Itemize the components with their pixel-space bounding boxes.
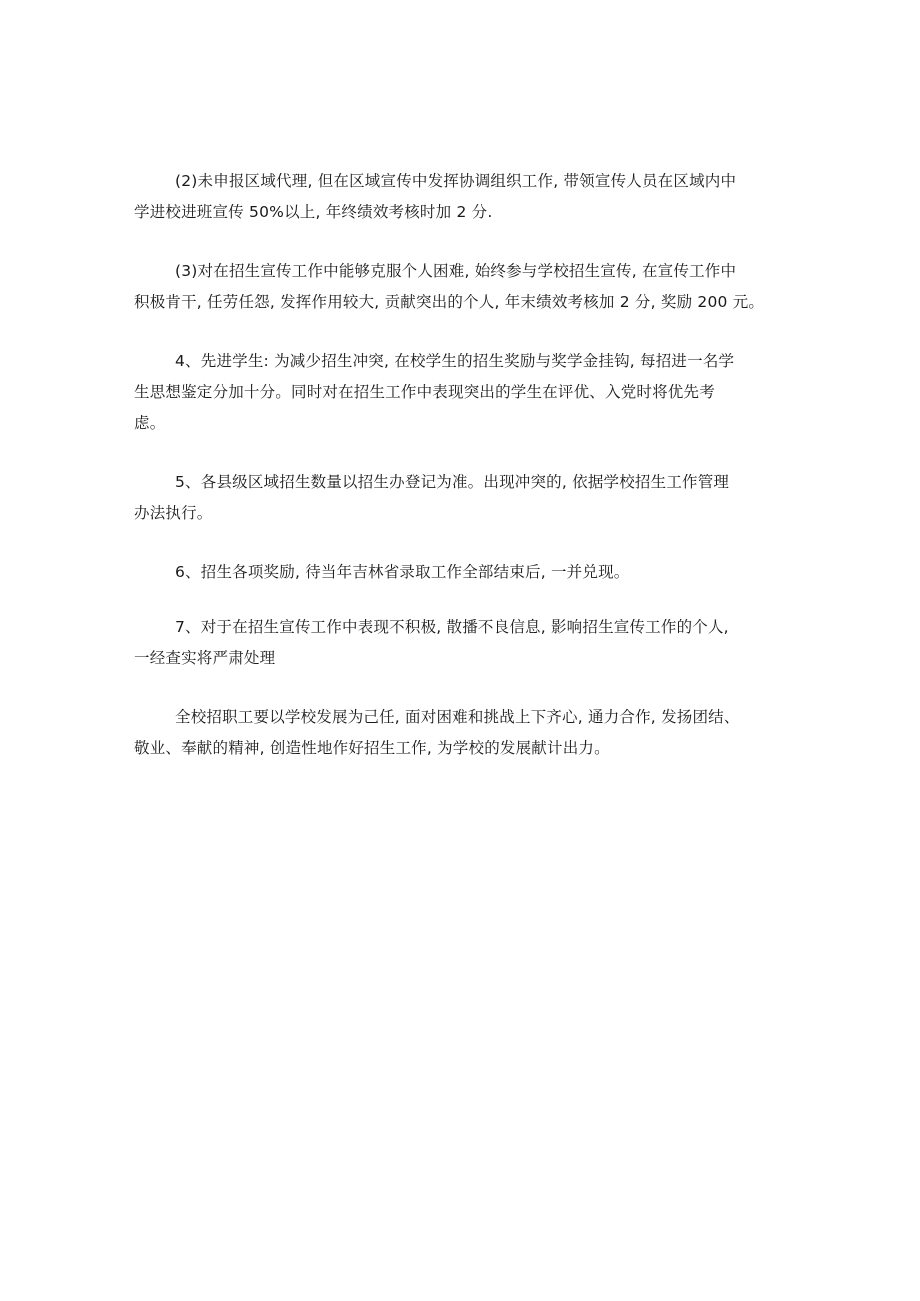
paragraph-line: 6、招生各项奖励, 待当年吉林省录取工作全部结束后, 一并兑现。 [175, 563, 630, 581]
paragraph-line: 学进校进班宣传 50%以上, 年终绩效考核时加 2 分. [134, 203, 493, 221]
paragraph-line: (3)对在招生宣传工作中能够克服个人困难, 始终参与学校招生宣传, 在宣传工作中 [175, 262, 737, 280]
paragraph-5-county-enrollment [134, 467, 784, 529]
paragraph-7-penalty [134, 612, 784, 674]
paragraph-line: 办法执行。 [134, 504, 213, 522]
paragraph-line: 一经查实将严肃处理 [134, 649, 276, 667]
paragraph-line: 生思想鉴定分加十分。同时对在招生工作中表现突出的学生在评优、入党时将优先考 [134, 383, 715, 401]
paragraph-line: 4、先进学生: 为减少招生冲突, 在校学生的招生奖励与奖学金挂钩, 每招进一名学 [175, 352, 735, 370]
paragraph-line: (2)未申报区域代理, 但在区域宣传中发挥协调组织工作, 带领宣传人员在区域内中 [175, 172, 737, 190]
paragraph-line: 7、对于在招生宣传工作中表现不积极, 散播不良信息, 影响招生宣传工作的个人, [175, 618, 729, 636]
paragraph-4-advanced-students [134, 346, 784, 439]
paragraph-line: 敬业、奉献的精神, 创造性地作好招生工作, 为学校的发展献计出力。 [134, 739, 610, 757]
paragraph-line: 5、各县级区域招生数量以招生办登记为准。出现冲突的, 依据学校招生工作管理 [175, 473, 730, 491]
document-body [134, 166, 784, 792]
paragraph-line: 虑。 [134, 414, 166, 432]
paragraph-3-individual-award [134, 256, 784, 318]
paragraph-closing [134, 702, 784, 764]
paragraph-2-regional-coordination [134, 166, 784, 228]
paragraph-line: 全校招职工要以学校发展为己任, 面对困难和挑战上下齐心, 通力合作, 发扬团结、 [175, 708, 740, 726]
paragraph-6-reward-payout [134, 557, 784, 588]
paragraph-line: 积极肯干, 任劳任怨, 发挥作用较大, 贡献突出的个人, 年末绩效考核加 2 分, 奖励 200 元。 [134, 293, 765, 311]
